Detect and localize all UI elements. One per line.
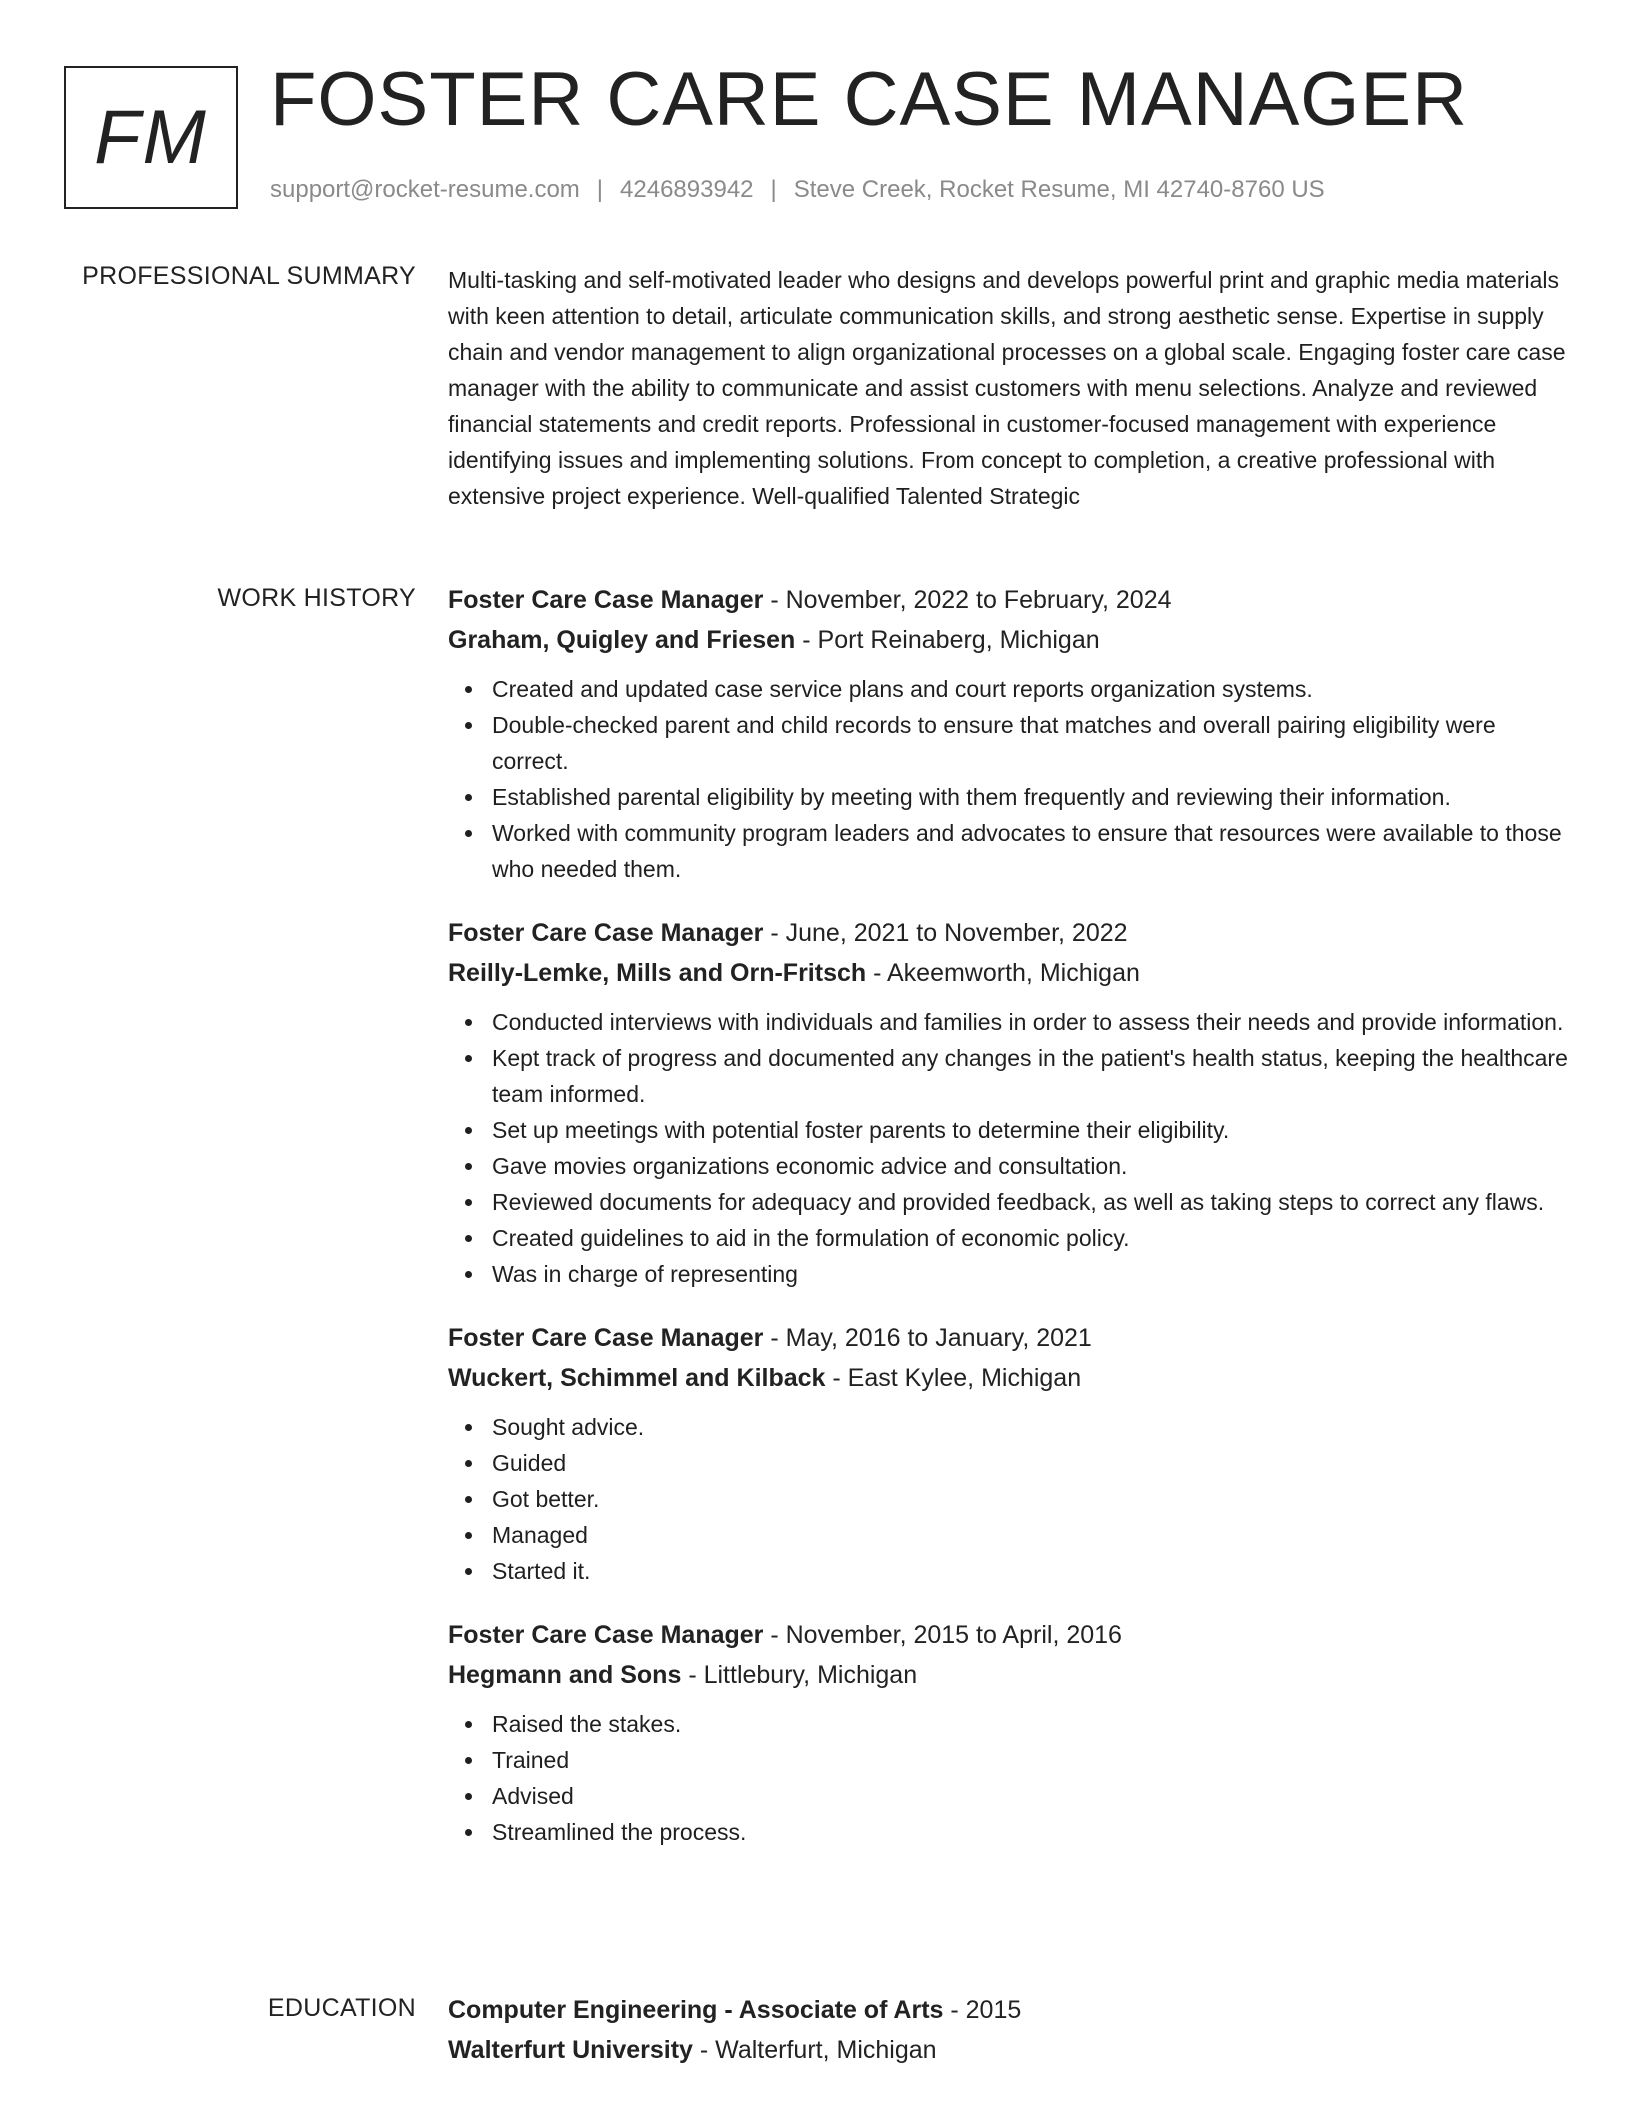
section-heading-work-history: WORK HISTORY <box>217 584 416 612</box>
job-bullet: Was in charge of representing <box>448 1256 1568 1292</box>
job-entry <box>448 1615 1568 1850</box>
job-company: Graham, Quigley and Friesen <box>448 626 796 654</box>
job-entry <box>448 913 1568 1292</box>
job-title-line <box>448 580 1568 620</box>
job-bullet-list <box>448 671 1568 887</box>
job-bullet-list <box>448 1409 1568 1589</box>
job-bullet: Reviewed documents for adequacy and provided feedback, as well as taking steps to correct any flaws. <box>448 1184 1568 1220</box>
contact-phone: 4246893942 <box>620 176 754 203</box>
summary-text: Multi-tasking and self-motivated leader who designs and develops powerful print and graphic media materials with keen attention to detail, articulate communication skills, and strong aesthetic sense. Expertise in supply chain and vendor management to align organizational processes on a global scale. Engaging foster care case manager with the ability to communicate and assist customers with menu selections. Analyze and reviewed financial statements and credit reports. Professional in customer-focused management with experience identifying issues and implementing solutions. From concept to completion, a creative professional with extensive project experience. Well-qualified Talented Strategic <box>448 267 1566 509</box>
job-bullet-list <box>448 1706 1568 1850</box>
education-school-line <box>448 2030 1568 2070</box>
job-bullet: Started it. <box>448 1553 1568 1589</box>
job-company: Hegmann and Sons <box>448 1661 682 1689</box>
section-heading-summary: PROFESSIONAL SUMMARY <box>82 262 416 290</box>
job-company-line <box>448 1358 1568 1398</box>
contact-address: Steve Creek, Rocket Resume, MI 42740-8760 US <box>793 176 1325 203</box>
job-bullet-list <box>448 1004 1568 1292</box>
job-location: - East Kylee, Michigan <box>825 1364 1082 1392</box>
job-bullet: Worked with community program leaders and advocates to ensure that resources were available to those who needed them. <box>448 815 1568 887</box>
job-title-line <box>448 1615 1568 1655</box>
job-bullet: Streamlined the process. <box>448 1814 1568 1850</box>
education-school: Walterfurt University <box>448 2036 693 2064</box>
job-location: - Akeemworth, Michigan <box>866 959 1140 987</box>
page-title: FOSTER CARE CASE MANAGER <box>270 57 1468 142</box>
job-company-line <box>448 953 1568 993</box>
job-bullet: Guided <box>448 1445 1568 1481</box>
job-bullet: Managed <box>448 1517 1568 1553</box>
job-bullet: Got better. <box>448 1481 1568 1517</box>
job-title: Foster Care Case Manager <box>448 1621 764 1649</box>
job-company-line <box>448 1655 1568 1695</box>
section-heading-education: EDUCATION <box>267 1994 416 2022</box>
education-year: - 2015 <box>943 1996 1022 2024</box>
job-dates: - May, 2016 to January, 2021 <box>763 1324 1092 1352</box>
job-bullet: Set up meetings with potential foster parents to determine their eligibility. <box>448 1112 1568 1148</box>
job-company: Reilly-Lemke, Mills and Orn-Fritsch <box>448 959 867 987</box>
job-bullet: Established parental eligibility by meeting with them frequently and reviewing their information. <box>448 779 1568 815</box>
education-degree-line <box>448 1990 1568 2030</box>
job-dates: - June, 2021 to November, 2022 <box>763 919 1128 947</box>
job-bullet: Double-checked parent and child records to ensure that matches and overall pairing eligibility were correct. <box>448 707 1568 779</box>
job-bullet: Gave movies organizations economic advice and consultation. <box>448 1148 1568 1184</box>
job-title: Foster Care Case Manager <box>448 919 764 947</box>
job-location: - Littlebury, Michigan <box>681 1661 918 1689</box>
job-entry <box>448 580 1568 887</box>
job-bullet: Trained <box>448 1742 1568 1778</box>
job-title-line <box>448 913 1568 953</box>
education-location: - Walterfurt, Michigan <box>692 2036 937 2064</box>
job-company-line <box>448 620 1568 660</box>
job-location: - Port Reinaberg, Michigan <box>795 626 1100 654</box>
job-dates: - November, 2022 to February, 2024 <box>763 586 1172 614</box>
job-dates: - November, 2015 to April, 2016 <box>763 1621 1122 1649</box>
job-bullet: Advised <box>448 1778 1568 1814</box>
job-title: Foster Care Case Manager <box>448 586 764 614</box>
job-bullet: Created and updated case service plans and court reports organization systems. <box>448 671 1568 707</box>
contact-email: support@rocket-resume.com <box>270 176 580 203</box>
job-bullet: Sought advice. <box>448 1409 1568 1445</box>
job-entry <box>448 1318 1568 1589</box>
job-bullet: Created guidelines to aid in the formulation of economic policy. <box>448 1220 1568 1256</box>
contact-separator: | <box>770 176 777 203</box>
job-bullet: Conducted interviews with individuals and families in order to assess their needs and provide information. <box>448 1004 1568 1040</box>
contact-info <box>270 176 1325 204</box>
job-title-line <box>448 1318 1568 1358</box>
education-degree: Computer Engineering - Associate of Arts <box>448 1996 944 2024</box>
job-bullet: Raised the stakes. <box>448 1706 1568 1742</box>
job-title: Foster Care Case Manager <box>448 1324 764 1352</box>
job-company: Wuckert, Schimmel and Kilback <box>448 1364 826 1392</box>
contact-separator: | <box>596 176 604 203</box>
monogram-initials: FM <box>64 66 238 209</box>
job-bullet: Kept track of progress and documented any changes in the patient's health status, keeping the healthcare team informed. <box>448 1040 1568 1112</box>
